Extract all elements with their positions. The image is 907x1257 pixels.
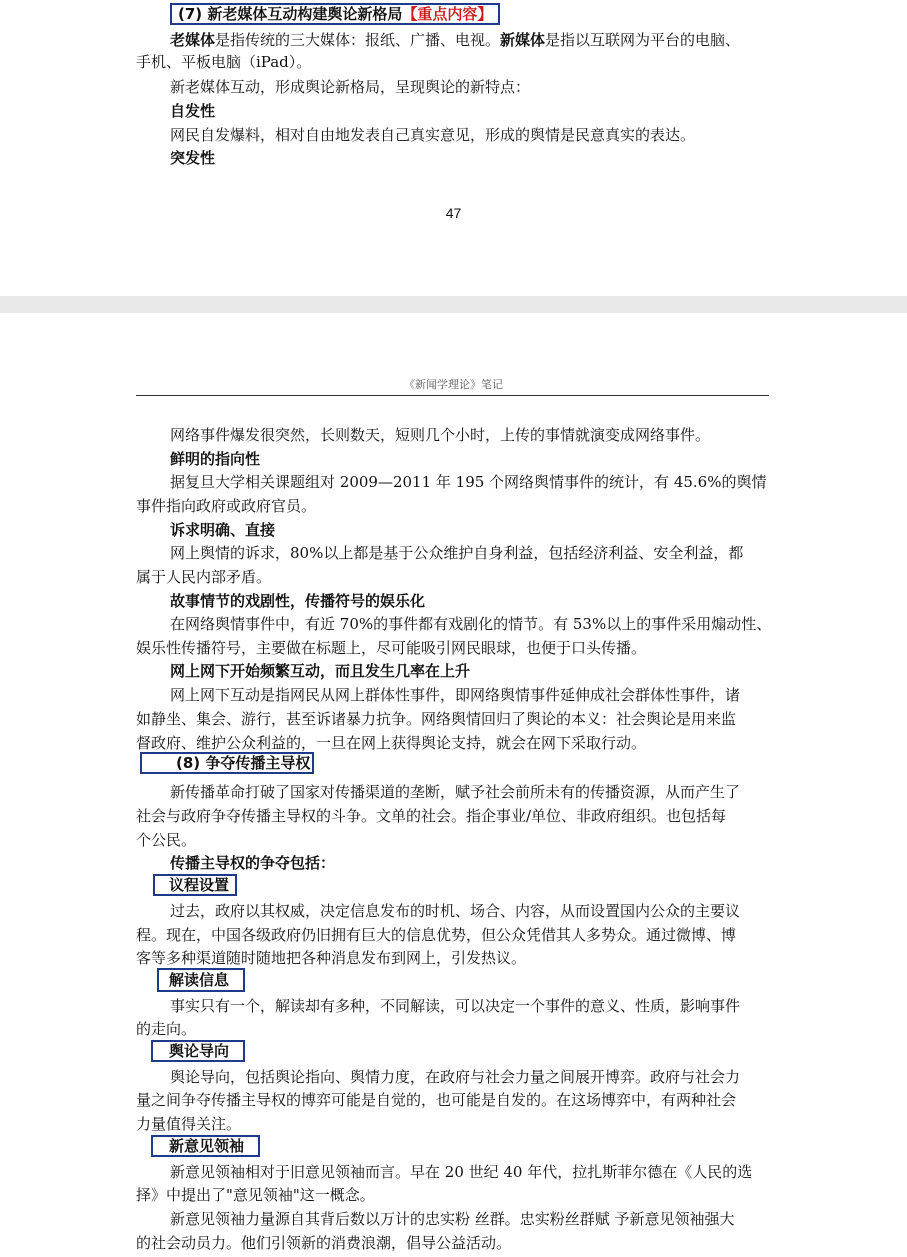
paragraph-line: 量之间争夺传播主导权的博弈可能是自觉的，也可能是自发的。在这场博弈中，有两种社会: [136, 1091, 737, 1109]
section-8-title: [140, 753, 314, 773]
subheading-interpret: [157, 970, 245, 990]
subheading-demands: 诉求明确、直接: [170, 521, 276, 539]
subheading-spontaneity: 自发性: [170, 102, 216, 120]
subheading-suddenness: 突发性: [170, 149, 216, 167]
paragraph-line: 属于人民内部矛盾。: [136, 568, 272, 586]
paragraph-line: 在网络舆情事件中，有近 70%的事件都有戏剧化的情节。有 53%以上的事件采用煽动性、: [170, 615, 772, 633]
paragraph-line: 网上网下互动是指网民从网上群体性事件，即网络舆情事件延伸成社会群体性事件，诸: [170, 686, 741, 704]
paragraph-line: 过去，政府以其权威，决定信息发布的时机、场合、内容，从而设置国内公众的主要议: [170, 902, 741, 920]
subheading-orientation: 鲜明的指向性: [170, 450, 261, 468]
paragraph-line: 网上舆情的诉求，80%以上都是基于公众维护自身利益，包括经济利益、安全利益，都: [170, 544, 744, 562]
text-span: 是指传统的三大媒体：报纸、广播、电视。: [215, 31, 501, 49]
interpret-box: 解读信息: [157, 968, 245, 992]
page-gap: [0, 296, 907, 313]
paragraph-line: 客等多种渠道随时随地把各种消息发布到网上，引发热议。: [136, 949, 527, 967]
subheading-contest: 传播主导权的争夺包括：: [170, 854, 336, 872]
opinion-leaders-box: 新意见领袖: [151, 1135, 260, 1157]
paragraph-line: 社会与政府争夺传播主导权的斗争。文单的社会。指企事业/单位、非政府组织。也包括每: [136, 807, 727, 825]
paragraph-line: 手机、平板电脑（iPad）。: [136, 53, 312, 71]
paragraph-line: 个公民。: [136, 831, 197, 849]
paragraph-line: 娱乐性传播符号，主要做在标题上，尽可能吸引网民眼球，也便于口头传播。: [136, 639, 647, 657]
section-8-title-box: (8) 争夺传播主导权: [140, 752, 314, 774]
subheading-agenda-setting: [153, 875, 237, 895]
term-new-media: 新媒体: [500, 31, 546, 49]
section-7-title-box: [170, 3, 500, 25]
guidance-box: 舆论导向: [151, 1040, 245, 1062]
paragraph-line: 据复旦大学相关课题组对 2009—2011 年 195 个网络舆情事件的统计，有 45.6%的舆情: [170, 473, 767, 491]
paragraph-line: 的走向。: [136, 1020, 197, 1038]
paragraph-line: 事实只有一个，解读却有多种，不同解读，可以决定一个事件的意义、性质，影响事件: [170, 997, 741, 1015]
paragraph-line: 网络事件爆发很突然，长则数天，短则几个小时，上传的事情就演变成网络事件。: [170, 426, 711, 444]
paragraph-line: 事件指向政府或政府官员。: [136, 497, 317, 515]
paragraph-line: 新老媒体互动，形成舆论新格局，呈现舆论的新特点：: [170, 78, 531, 96]
paragraph-line: 新传播革命打破了国家对传播渠道的垄断，赋予社会前所未有的传播资源，从而产生了: [170, 783, 741, 801]
section-7-title-text: (7) 新老媒体互动构建舆论新格局: [178, 5, 403, 23]
paragraph-line: 程。现在，中国各级政府仍旧拥有巨大的信息优势，但公众凭借其人多势众。通过微博、博: [136, 926, 737, 944]
paragraph-line: 督政府、维护公众利益的，一旦在网上获得舆论支持，就会在网下采取行动。: [136, 734, 647, 752]
running-header: 《新闻学理论》笔记: [404, 378, 503, 391]
subheading-new-opinion-leaders: [151, 1136, 260, 1156]
subheading-online-offline: 网上网下开始频繁互动，而且发生几率在上升: [170, 662, 471, 680]
header-rule: [136, 395, 769, 396]
paragraph-line: 新意见领袖相对于旧意见领袖而言。早在 20 世纪 40 年代，拉扎斯菲尔德在《人民的选: [170, 1163, 753, 1181]
subheading-guidance: [151, 1041, 245, 1061]
paragraph-line: 力量值得关注。: [136, 1115, 242, 1133]
agenda-setting-box: 议程设置: [153, 874, 237, 896]
text-span: 是指以互联网为平台的电脑、: [545, 31, 741, 49]
section-7-title: [170, 4, 500, 24]
paragraph-line: 择》中提出了"意见领袖"这一概念。: [136, 1186, 375, 1204]
paragraph-line: [170, 30, 740, 50]
document-page-47: [0, 0, 907, 296]
paragraph-line: 新意见领袖力量源自其背后数以万计的忠实粉 丝群。忠实粉丝群赋 予新意见领袖强大: [170, 1210, 735, 1228]
paragraph-line: 如静坐、集会、游行，甚至诉诸暴力抗争。网络舆情回归了舆论的本义：社会舆论是用来监: [136, 710, 737, 728]
page-number: 47: [445, 205, 462, 221]
term-old-media: 老媒体: [170, 31, 216, 49]
paragraph-line: 网民自发爆料，相对自由地发表自己真实意见，形成的舆情是民意真实的表达。: [170, 126, 696, 144]
key-content-tag: 【重点内容】: [402, 5, 493, 23]
paragraph-line: 舆论导向，包括舆论指向、舆情力度，在政府与社会力量之间展开博弈。政府与社会力: [170, 1068, 741, 1086]
paragraph-line: 的社会动员力。他们引领新的消费浪潮，倡导公益活动。: [136, 1234, 512, 1252]
subheading-drama: 故事情节的戏剧性，传播符号的娱乐化: [170, 592, 426, 610]
